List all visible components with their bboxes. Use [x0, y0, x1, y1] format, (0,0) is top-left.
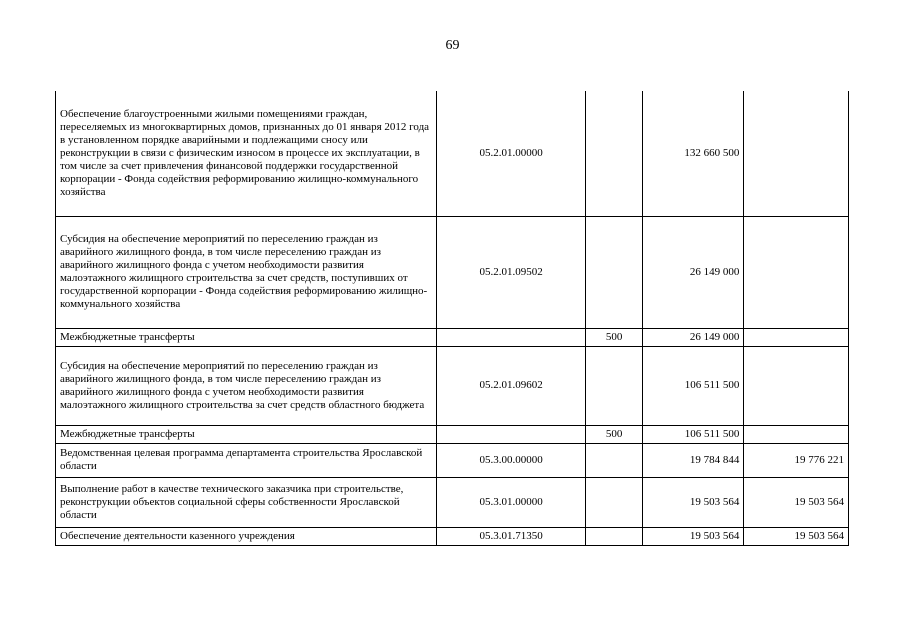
row-code-cell: [436, 328, 586, 346]
row-amount-1-cell: 19 503 564: [642, 527, 743, 545]
row-code-cell: 05.2.01.09602: [436, 346, 586, 425]
table-row: [56, 477, 849, 527]
table-row: [56, 346, 849, 425]
row-amount-1-cell: 19 784 844: [642, 443, 743, 477]
row-amount-1-cell: 26 149 000: [642, 328, 743, 346]
row-name-cell: Межбюджетные трансферты: [56, 328, 437, 346]
table-row: [56, 425, 849, 443]
row-expense-type-cell: [586, 346, 642, 425]
row-amount-2-cell: 19 503 564: [744, 527, 849, 545]
row-amount-1-cell: 132 660 500: [642, 91, 743, 216]
row-code-cell: 05.3.00.00000: [436, 443, 586, 477]
row-name-cell: Субсидия на обеспечение мероприятий по переселению граждан из аварийного жилищного фонда, в том числе переселению граждан из аварийного жилищного фонда с учетом необходимости развития малоэтажного жилищного строительства за счет средств, поступивших от государственной корпорации - Фонда содействия реформированию жилищно-коммунального хозяйства: [56, 216, 437, 328]
row-name-cell: Обеспечение благоустроенными жилыми помещениями граждан, переселяемых из многоквартирных домов, признанных до 01 января 2012 года в установленном порядке аварийными и подлежащими сносу или реконструкции в связи с физическим износом в процессе их эксплуатации, в том числе за счет привлечения финансовой поддержки государственной корпорации - Фонда содействия реформированию жилищно-коммунального хозяйства: [56, 91, 437, 216]
table-row: [56, 91, 849, 216]
table-row: [56, 216, 849, 328]
row-name-cell: Межбюджетные трансферты: [56, 425, 437, 443]
row-amount-2-cell: 19 503 564: [744, 477, 849, 527]
row-amount-2-cell: [744, 91, 849, 216]
row-expense-type-cell: 500: [586, 328, 642, 346]
row-amount-1-cell: 106 511 500: [642, 346, 743, 425]
row-amount-2-cell: [744, 216, 849, 328]
row-code-cell: 05.3.01.00000: [436, 477, 586, 527]
row-expense-type-cell: [586, 91, 642, 216]
row-amount-2-cell: [744, 328, 849, 346]
row-amount-2-cell: 19 776 221: [744, 443, 849, 477]
row-amount-1-cell: 19 503 564: [642, 477, 743, 527]
table-row: [56, 527, 849, 545]
row-expense-type-cell: [586, 477, 642, 527]
row-amount-2-cell: [744, 346, 849, 425]
page-number: 69: [445, 38, 460, 53]
row-name-cell: Обеспечение деятельности казенного учреждения: [56, 527, 437, 545]
row-amount-1-cell: 26 149 000: [642, 216, 743, 328]
row-code-cell: 05.2.01.09502: [436, 216, 586, 328]
row-name-cell: Субсидия на обеспечение мероприятий по переселению граждан из аварийного жилищного фонда, в том числе переселению граждан из аварийного жилищного фонда с учетом необходимости развития малоэтажного жилищного строительства за счет средств областного бюджета: [56, 346, 437, 425]
row-expense-type-cell: [586, 216, 642, 328]
row-expense-type-cell: [586, 527, 642, 545]
row-amount-2-cell: [744, 425, 849, 443]
table-row: [56, 443, 849, 477]
row-expense-type-cell: 500: [586, 425, 642, 443]
row-name-cell: Ведомственная целевая программа департамента строительства Ярославской области: [56, 443, 437, 477]
row-expense-type-cell: [586, 443, 642, 477]
table-row: [56, 328, 849, 346]
row-name-cell: Выполнение работ в качестве технического заказчика при строительстве, реконструкции объектов социальной сферы собственности Ярославской области: [56, 477, 437, 527]
row-amount-1-cell: 106 511 500: [642, 425, 743, 443]
row-code-cell: 05.3.01.71350: [436, 527, 586, 545]
row-code-cell: [436, 425, 586, 443]
row-code-cell: 05.2.01.00000: [436, 91, 586, 216]
budget-table: [55, 91, 849, 546]
